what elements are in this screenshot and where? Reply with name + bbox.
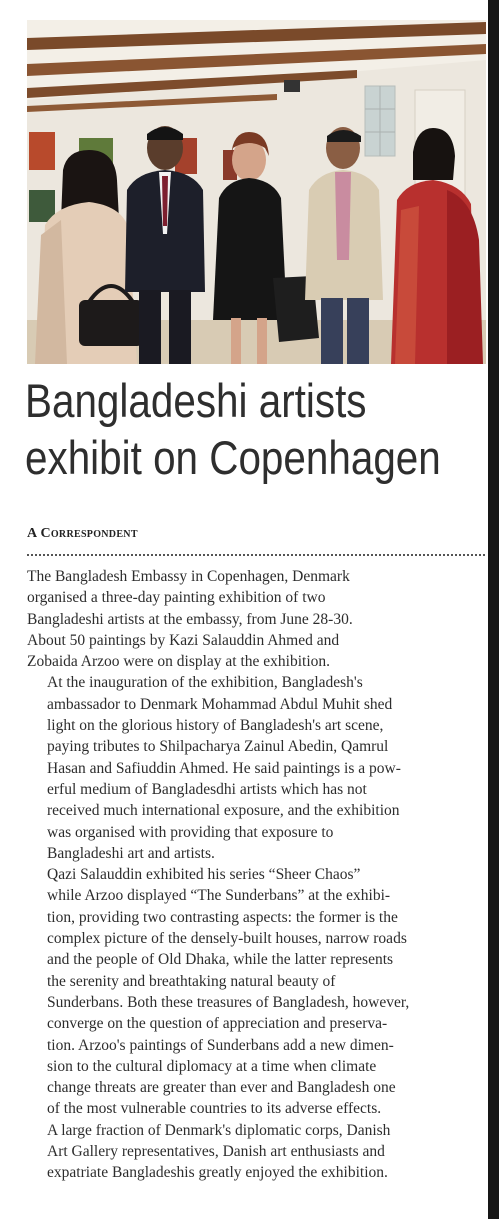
article-paragraph <box>27 672 485 864</box>
text-line: complex picture of the densely-built houses, narrow roads <box>47 930 407 948</box>
text-line: paying tributes to Shilpacharya Zainul Abedin, Qamrul <box>47 738 389 756</box>
text-line: Sunderbans. Both these treasures of Bangladesh, however, <box>47 993 410 1011</box>
text-line: The Bangladesh Embassy in Copenhagen, Denmark <box>27 568 350 585</box>
article-body <box>27 566 485 1184</box>
byline: A Correspondent <box>27 526 138 541</box>
text-line: sion to the cultural diplomacy at a time when climate <box>47 1057 377 1075</box>
text-line: tion. Arzoo's paintings of Sunderbans add a new dimen- <box>47 1036 394 1054</box>
headline-line-1: Bangladeshi artists <box>25 374 367 427</box>
text-line: was organised with providing that exposure to <box>47 823 334 841</box>
text-line: Zobaida Arzoo were on display at the exhibition. <box>27 653 331 671</box>
text-line: At the inauguration of the exhibition, Bangladesh's <box>47 674 363 692</box>
text-line: Bangladeshi art and artists. <box>47 844 215 862</box>
headline-line-2: exhibit on Copenhagen <box>25 431 441 484</box>
text-line: and the people of Old Dhaka, while the latter represents <box>47 951 394 969</box>
dotted-divider <box>27 554 485 556</box>
news-photo <box>27 20 486 364</box>
text-line: light on the glorious history of Bangladesh's art scene, <box>47 717 384 735</box>
text-line: expatriate Bangladeshis greatly enjoyed the exhibition. <box>47 1164 388 1182</box>
group-photo-illustration <box>27 20 486 364</box>
article-paragraph <box>27 1120 485 1184</box>
text-line: A large fraction of Denmark's diplomatic corps, Danish <box>47 1121 391 1139</box>
headline <box>25 372 441 486</box>
text-line: Art Gallery representatives, Danish art enthusiasts and <box>47 1143 385 1161</box>
text-line: Hasan and Safiuddin Ahmed. He said paintings is a pow- <box>47 759 401 777</box>
text-line: while Arzoo displayed “The Sunderbans” at the exhibi- <box>47 887 391 905</box>
text-line: ambassador to Denmark Mohammad Abdul Muhit shed <box>47 695 393 713</box>
text-line: tion, providing two contrasting aspects: the former is the <box>47 908 398 926</box>
text-line: About 50 paintings by Kazi Salauddin Ahmed and <box>27 631 340 649</box>
text-line: of the most vulnerable countries to its adverse effects. <box>47 1100 382 1118</box>
text-line: converge on the question of appreciation and preserva- <box>47 1015 388 1033</box>
article-paragraph <box>27 566 485 672</box>
article-paragraph <box>27 864 485 1120</box>
text-line: Qazi Salauddin exhibited his series “Sheer Chaos” <box>47 866 361 884</box>
text-line: received much international exposure, and the exhibition <box>47 802 400 820</box>
text-line: change threats are greater than ever and Bangladesh one <box>47 1079 396 1097</box>
text-line: organised a three-day painting exhibition of two <box>27 589 326 607</box>
text-line: the serenity and breathtaking natural beauty of <box>47 972 336 990</box>
page-edge-rule <box>488 0 499 1219</box>
text-line: erful medium of Bangladesdhi artists which has not <box>47 780 367 798</box>
text-line: Bangladeshi artists at the embassy, from June 28-30. <box>27 610 353 628</box>
